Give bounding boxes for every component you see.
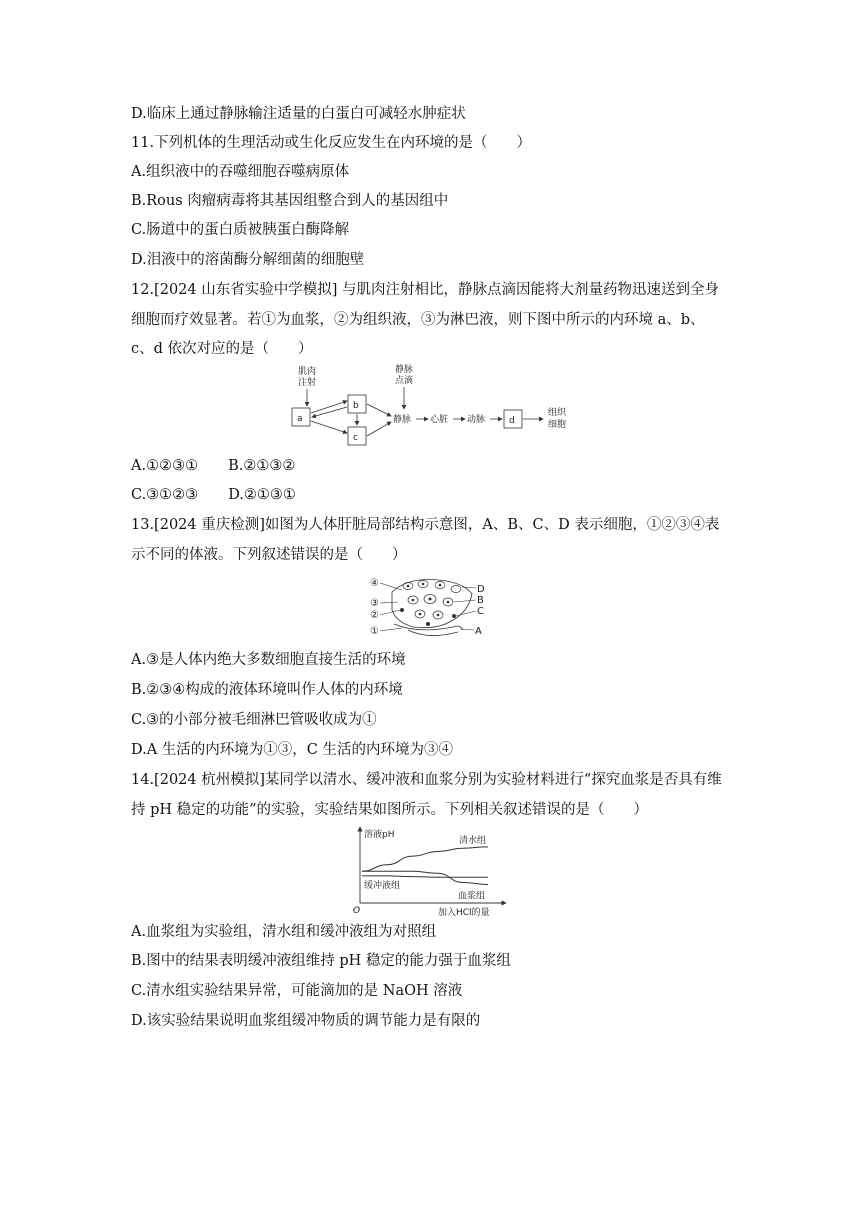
nucleus: [422, 583, 425, 586]
q12-options-row2: [131, 485, 296, 505]
vein-label: 静脉: [393, 415, 412, 425]
q13-stem-line1: 13.[2024 重庆检测]如图为人体肝脏局部结构示意图，A、B、C、D 表示细胞，①②③④表: [131, 517, 720, 533]
label-2: ②: [370, 610, 379, 621]
nucleus: [447, 601, 450, 604]
q13-option-d: D.A 生活的内环境为①③，C 生活的内环境为③④: [131, 742, 454, 758]
q14-stem-line2: 持 pH 稳定的功能”的实验，实验结果如图所示。下列相关叙述错误的是（ ）: [131, 802, 649, 818]
series-label-1: 血浆组: [458, 891, 486, 902]
box-c-label: c: [353, 433, 358, 443]
q14-option-a: A.血浆组为实验组，清水组和缓冲液组为对照组: [131, 924, 437, 940]
q14-stem-line1: 14.[2024 杭州模拟]某同学以清水、缓冲液和血浆分别为实验材料进行“探究血浆是否具有维: [131, 772, 722, 788]
arrow-a-to-c: [311, 421, 347, 433]
nucleus: [429, 598, 432, 601]
series-line-2: [362, 876, 488, 877]
iv-label-2: 点滴: [395, 376, 414, 386]
circulation-flow-diagram: [285, 363, 585, 448]
q12-option-b: B.②①③②: [228, 458, 296, 474]
tissue-label-2: 细胞: [548, 420, 567, 430]
nucleus: [419, 613, 422, 616]
series-label-2: 缓冲液组: [364, 880, 401, 891]
leader-C: [456, 611, 476, 616]
box-d-label: d: [509, 416, 515, 426]
leader-A: [460, 629, 474, 630]
cell: [451, 586, 461, 593]
label-1: ①: [370, 626, 379, 637]
q13-option-b: B.②③④构成的液体环境叫作人体的内环境: [131, 682, 403, 698]
arrow-a-to-b: [311, 401, 347, 413]
nucleus: [412, 599, 415, 602]
q12-stem-line2: 细胞而疗效显著。若①为血浆，②为组织液，③为淋巴液，则下图中所示的内环境 a、b、: [131, 312, 705, 328]
y-axis-label: 溶液pH: [364, 830, 395, 840]
nucleus: [439, 584, 442, 587]
label-4: ④: [370, 578, 379, 589]
label-C: C: [477, 606, 484, 617]
blood-cell: [452, 614, 456, 618]
q12-option-a: A.①②③①: [131, 458, 199, 474]
nucleus: [437, 614, 440, 617]
q14-option-d: D.该实验结果说明血浆组缓冲物质的调节能力是有限的: [131, 1013, 481, 1029]
blood-cell: [400, 608, 404, 612]
arrow-b-to-a: [312, 407, 347, 417]
origin-label: O: [353, 906, 361, 916]
tissue-label-1: 组织: [548, 408, 567, 418]
q11-option-b: B.Rous 肉瘤病毒将其基因组整合到人的基因组中: [131, 193, 449, 209]
q10-option-d: D.临床上通过静脉输注适量的白蛋白可减轻水肿症状: [131, 106, 466, 122]
q11-option-d: D.泪液中的溶菌酶分解细菌的细胞壁: [131, 252, 365, 268]
q14-option-b: B.图中的结果表明缓冲液组维持 pH 稳定的能力强于血浆组: [131, 953, 511, 969]
capillary-vessel-lower: [408, 630, 458, 636]
artery-label: 动脉: [467, 415, 486, 425]
heart-label: 心脏: [430, 415, 449, 425]
leader-3: [380, 602, 398, 603]
nucleus: [407, 585, 410, 588]
box-a-label: a: [297, 414, 303, 424]
q13-stem-line2: 示不同的体液。下列叙述错误的是（ ）: [131, 547, 407, 563]
q12-options-row1: [131, 456, 295, 476]
q12-option-c: C.③①②③: [131, 487, 199, 503]
series-label-0: 清水组: [458, 835, 486, 846]
ph-chart: [350, 825, 510, 917]
q11-stem: 11.下列机体的生理活动或生化反应发生在内环境的是（ ）: [131, 135, 532, 151]
arrow-c-to-vein: [367, 422, 391, 436]
q13-option-c: C.③的小部分被毛细淋巴管吸收成为①: [131, 712, 377, 728]
q13-option-a: A.③是人体内绝大多数细胞直接生活的环境: [131, 652, 406, 668]
leader-B: [454, 600, 476, 602]
q11-option-a: A.组织液中的吞噬细胞吞噬病原体: [131, 164, 350, 180]
label-A: A: [475, 626, 482, 637]
q12-stem-line1: 12.[2024 山东省实验中学模拟] 与肌肉注射相比，静脉点滴因能将大剂量药物迅速送到全身: [131, 282, 719, 298]
liver-structure-diagram: [368, 572, 488, 642]
series-layer: [362, 834, 488, 902]
im-label-2: 注射: [298, 378, 317, 388]
iv-label-1: 静脉: [395, 365, 414, 375]
x-axis-label: 加入HCl的量: [438, 908, 490, 917]
blood-cell: [426, 622, 430, 626]
im-label-1: 肌肉: [298, 367, 317, 377]
leader-2: [380, 610, 400, 615]
leader-1: [380, 628, 402, 631]
box-b-label: b: [353, 401, 359, 411]
q14-option-c: C.清水组实验结果异常，可能滴加的是 NaOH 溶液: [131, 983, 463, 999]
series-line-0: [362, 847, 488, 871]
arrow-b-to-vein: [367, 404, 391, 416]
q12-option-d: D.②①③①: [228, 487, 296, 503]
q11-option-c: C.肠道中的蛋白质被胰蛋白酶降解: [131, 222, 350, 238]
label-B: B: [477, 595, 484, 606]
q12-stem-line3: c、d 依次对应的是（ ）: [131, 341, 313, 357]
label-D: D: [477, 584, 485, 595]
label-3: ③: [370, 598, 379, 609]
